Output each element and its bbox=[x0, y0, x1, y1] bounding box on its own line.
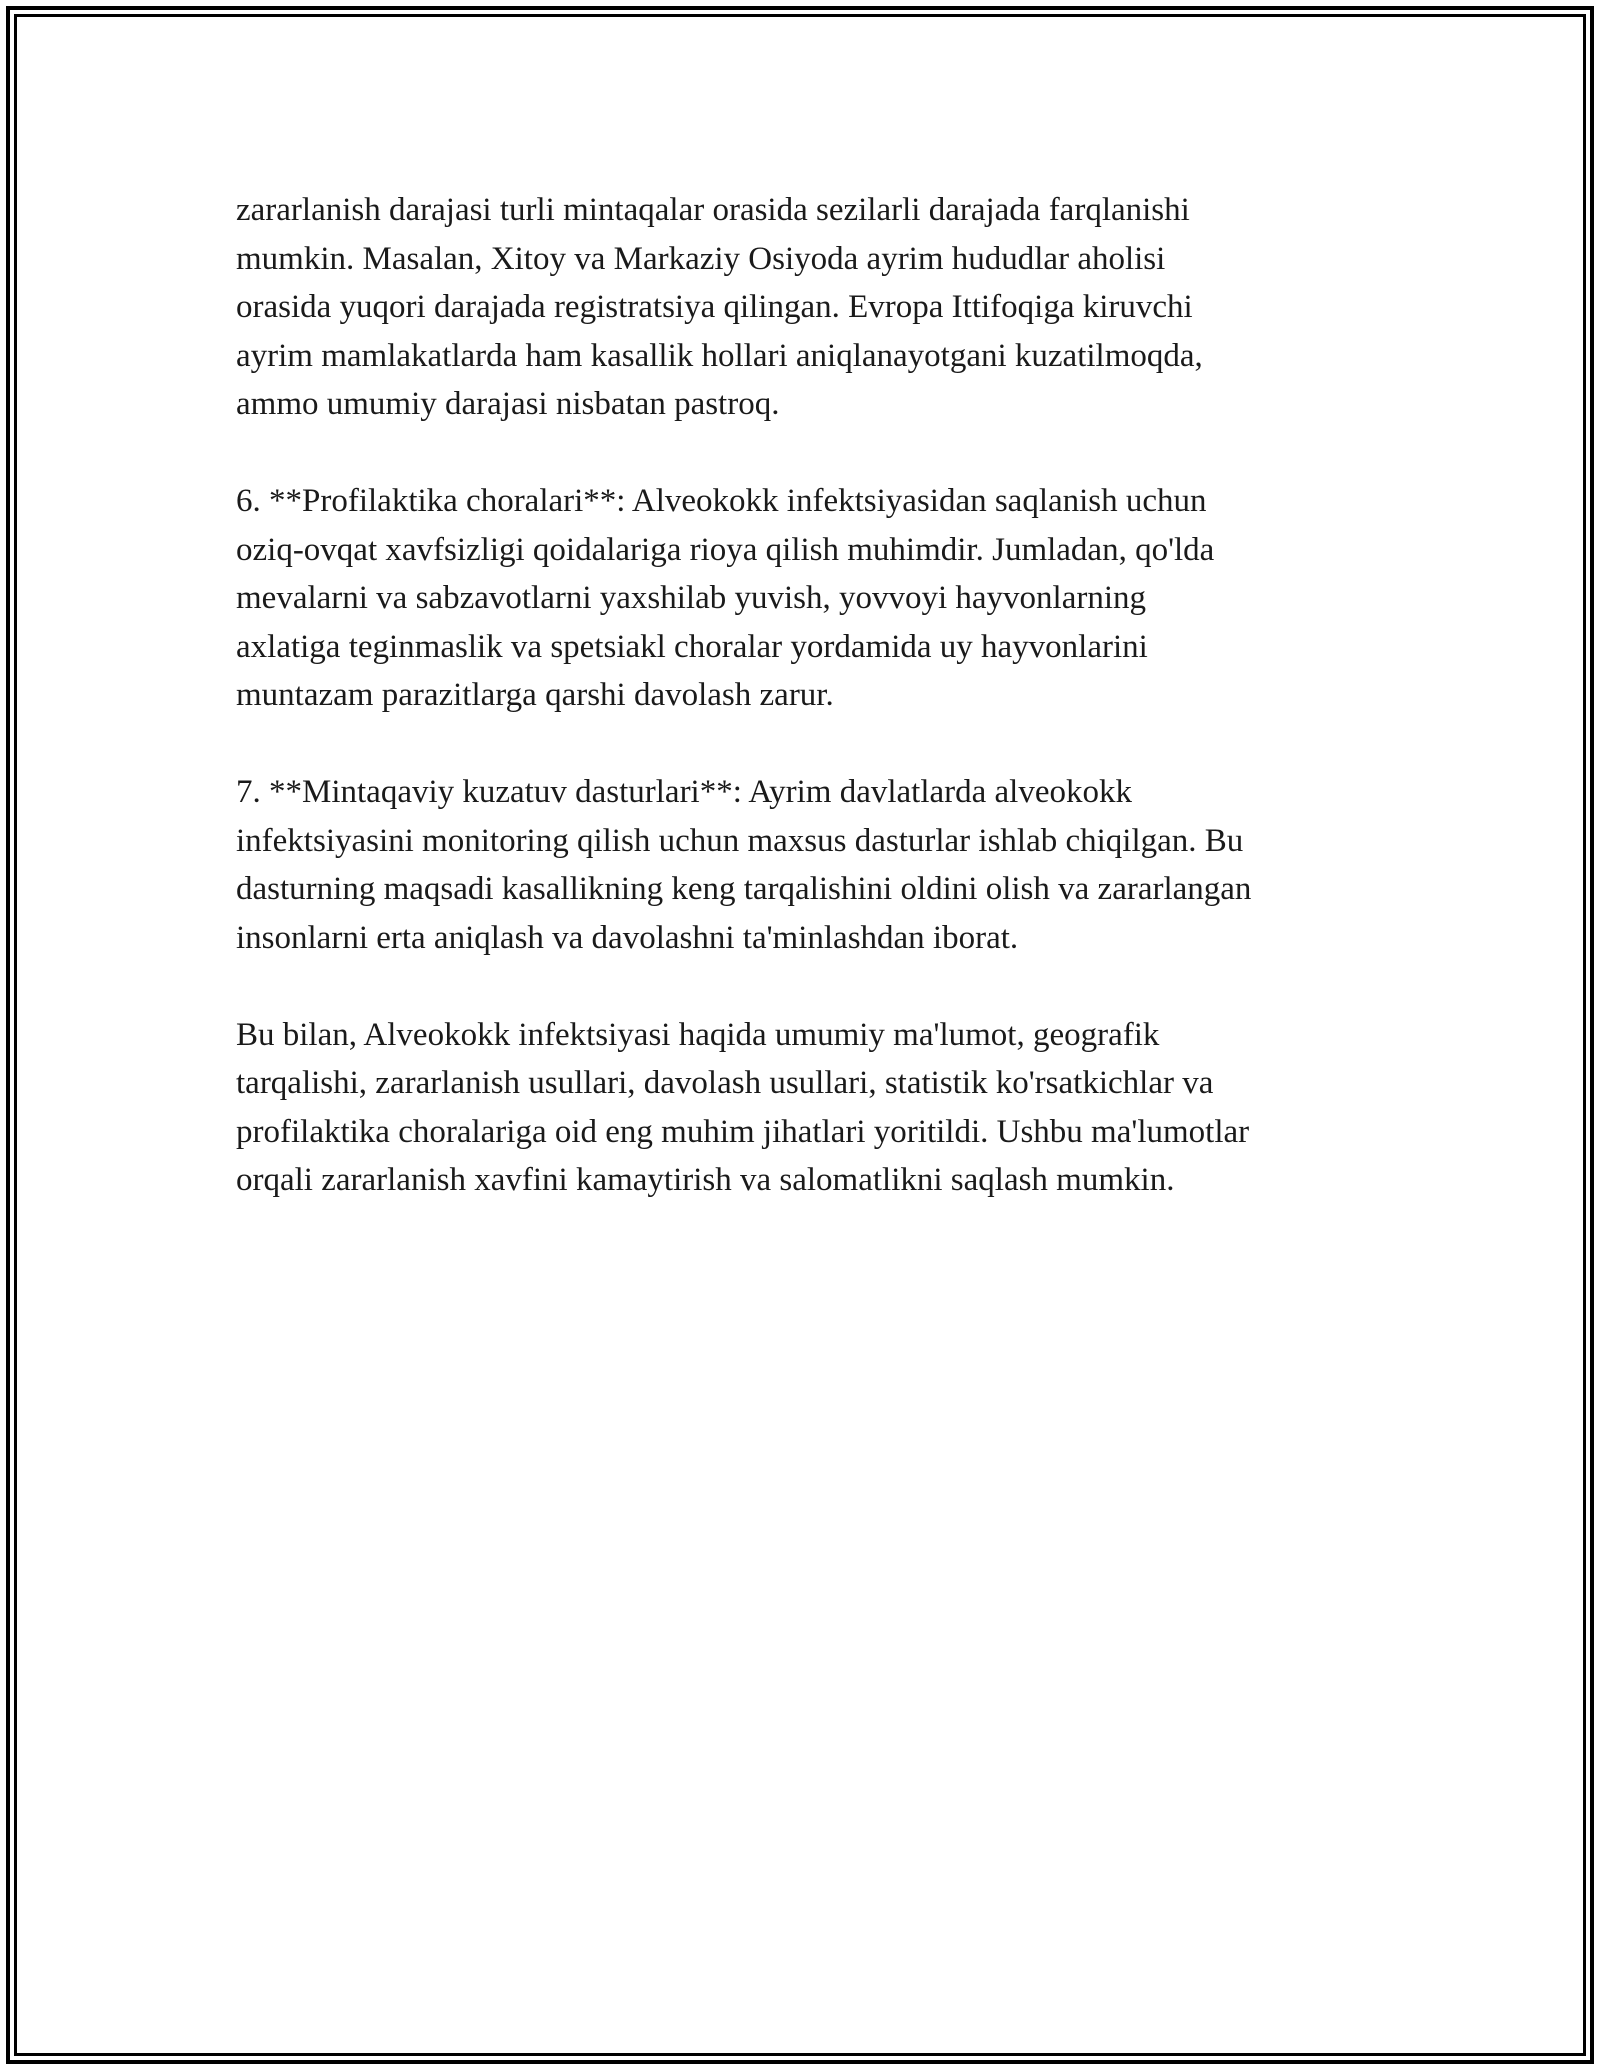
paragraph-conclusion: Bu bilan, Alveokokk infektsiyasi haqida umumiy ma'lumot, geografik tarqalishi, zararlanish usullari, davolash usullari, statistik ko'rsatkichlar va profilaktika choralariga oid eng muhim jihatlari yoritildi. Ushbu ma'lumotlar orqali zararlanish xavfini kamaytirish va salomatlikni saqlash mumkin. bbox=[236, 1016, 1250, 1198]
paragraph-prevention-measures: 6. **Profilaktika choralari**: Alveokokk infektsiyasidan saqlanish uchun oziq-ovqat xavfsizligi qoidalariga rioya qilish muhimdir. Jumladan, qo'lda mevalarni va sabzavotlarni yaxshilab yuvish, yovvoyi hayvonlarning axlatiga teginmaslik va spetsiakl choralar yordamida uy hayvonlarini muntazam parazitlarga qarshi davolash zarur. bbox=[236, 483, 1215, 713]
paragraph-regional-incidence: zararlanish darajasi turli mintaqalar orasida sezilarli darajada farqlanishi mumkin. Masalan, Xitoy va Markaziy Osiyoda ayrim hududlar aholisi orasida yuqori darajada registratsiya qilingan. Evropa Ittifoqiga kiruvchi ayrim mamlakatlarda ham kasallik hollari aniqlanayotgani kuzatilmoqda, ammo umumiy darajasi nisbatan pastroq. bbox=[236, 192, 1203, 422]
paragraph-surveillance-programs: 7. **Mintaqaviy kuzatuv dasturlari**: Ayrim davlatlarda alveokokk infektsiyasini monitoring qilish uchun maxsus dasturlar ishlab chiqilgan. Bu dasturning maqsadi kasallikning keng tarqalishini oldini olish va zararlangan insonlarni erta aniqlash va davolashni ta'minlashdan iborat. bbox=[236, 774, 1252, 956]
document-body bbox=[236, 186, 1396, 1253]
